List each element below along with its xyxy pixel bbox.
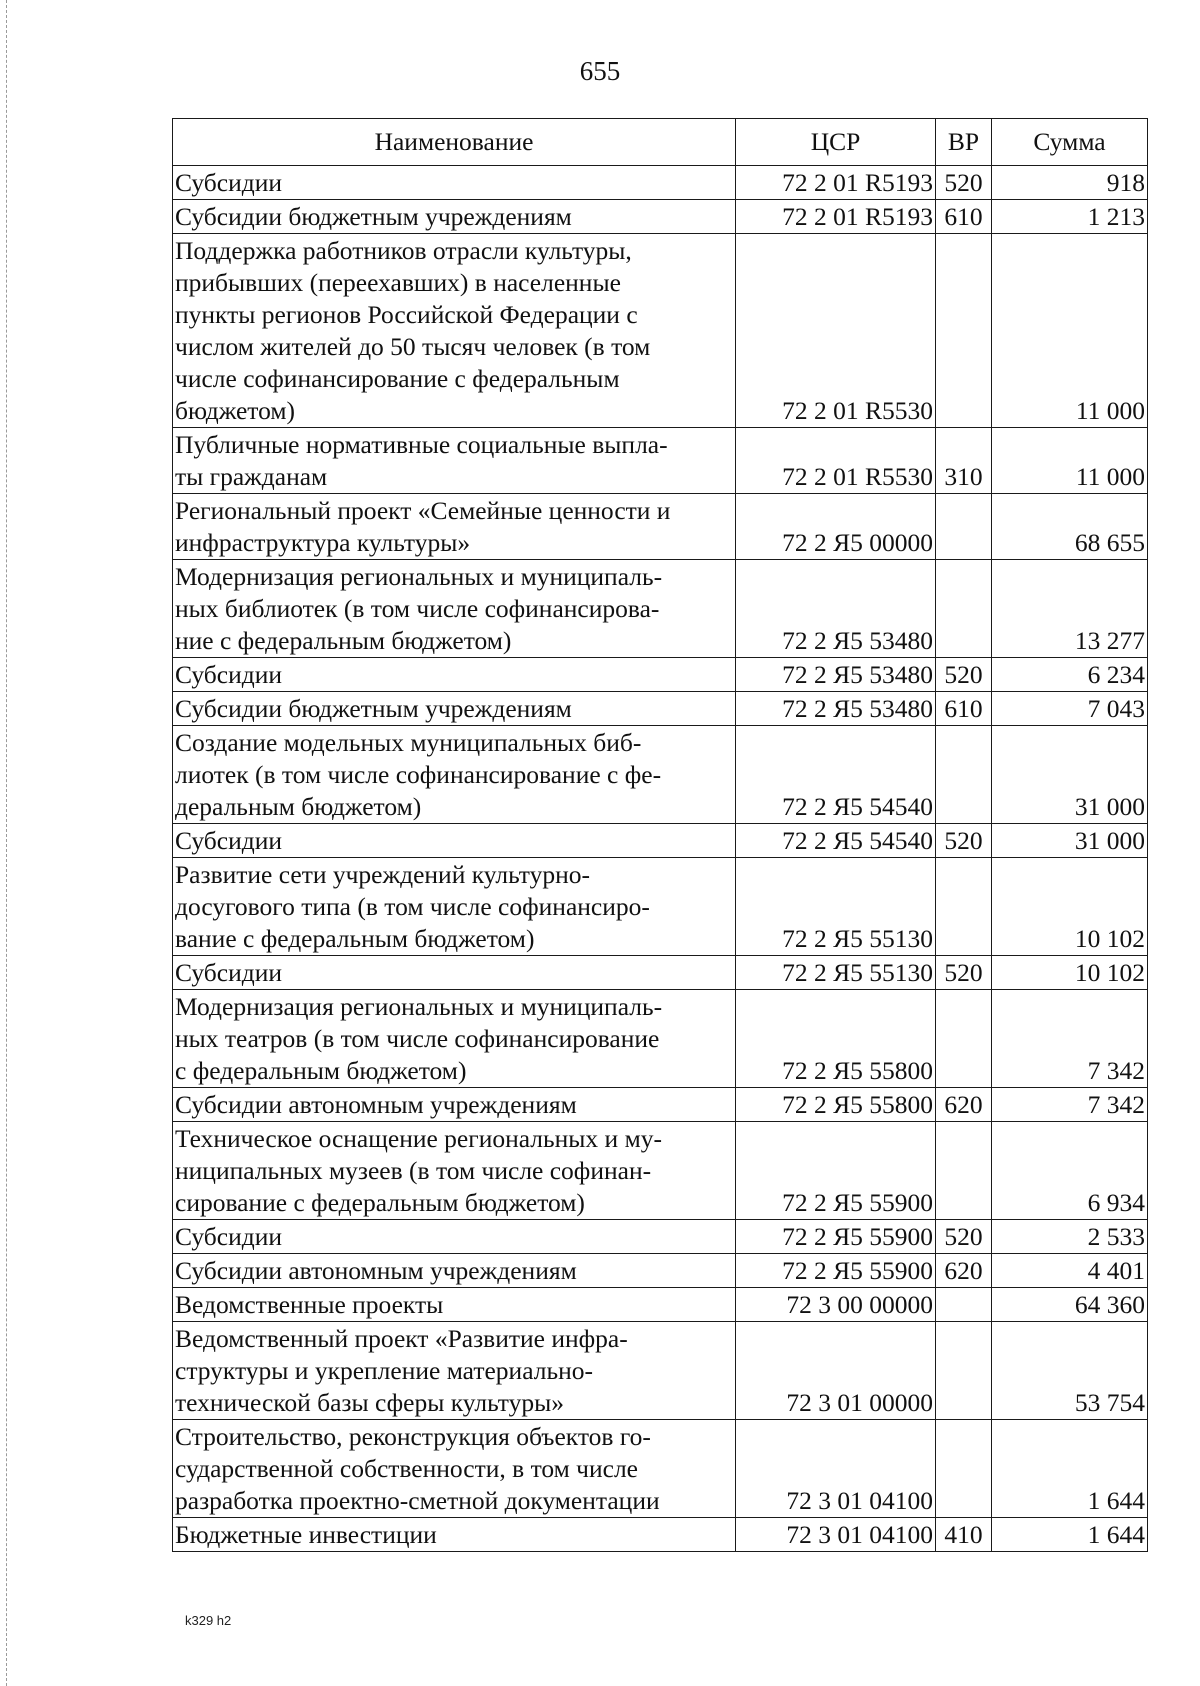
row-name-cell: Развитие сети учреждений культурно- досугового типа (в том числе софинансиро- вание с федеральным бюджетом) [173, 858, 736, 956]
row-csr-cell: 72 2 01 R5193 [736, 200, 936, 234]
row-vr-cell: 610 [936, 200, 992, 234]
table-row [173, 1518, 1148, 1552]
row-sum-cell: 11 000 [992, 234, 1148, 428]
row-vr-cell: 620 [936, 1254, 992, 1288]
table-row [173, 658, 1148, 692]
row-sum-cell: 1 213 [992, 200, 1148, 234]
page-number: 655 [579, 56, 621, 86]
row-csr-cell: 72 2 Я5 53480 [736, 658, 936, 692]
row-sum-cell: 918 [992, 166, 1148, 200]
row-csr-cell: 72 2 Я5 53480 [736, 560, 936, 658]
row-name-cell: Региональный проект «Семейные ценности и инфраструктура культуры» [173, 494, 736, 560]
table-row [173, 1088, 1148, 1122]
row-csr-cell: 72 3 01 04100 [736, 1518, 936, 1552]
row-vr-cell [936, 234, 992, 428]
row-sum-cell: 10 102 [992, 858, 1148, 956]
table-row [173, 1288, 1148, 1322]
row-sum-cell: 68 655 [992, 494, 1148, 560]
row-vr-cell: 310 [936, 428, 992, 494]
row-name-cell: Модернизация региональных и муниципаль- ных театров (в том числе софинансирование с федеральным бюджетом) [173, 990, 736, 1088]
row-csr-cell: 72 2 Я5 55800 [736, 1088, 936, 1122]
table-row [173, 1220, 1148, 1254]
row-csr-cell: 72 2 Я5 54540 [736, 726, 936, 824]
row-sum-cell: 64 360 [992, 1288, 1148, 1322]
row-name-cell: Модернизация региональных и муниципаль- ных библиотек (в том числе софинансирова- ние с федеральным бюджетом) [173, 560, 736, 658]
row-name-cell: Субсидии [173, 1220, 736, 1254]
footer-code: k329 h2 [185, 1613, 232, 1628]
row-vr-cell: 620 [936, 1088, 992, 1122]
row-sum-cell: 31 000 [992, 726, 1148, 824]
row-sum-cell: 13 277 [992, 560, 1148, 658]
row-vr-cell [936, 858, 992, 956]
table-row [173, 1122, 1148, 1220]
row-csr-cell: 72 2 Я5 55130 [736, 956, 936, 990]
row-csr-cell: 72 2 Я5 55900 [736, 1254, 936, 1288]
row-name-cell: Создание модельных муниципальных биб- лиотек (в том числе софинансирование с фе- деральным бюджетом) [173, 726, 736, 824]
row-name-cell: Ведомственный проект «Развитие инфра- структуры и укрепление материально- технической базы сферы культуры» [173, 1322, 736, 1420]
row-sum-cell: 11 000 [992, 428, 1148, 494]
row-name-cell: Субсидии автономным учреждениям [173, 1254, 736, 1288]
table-row [173, 428, 1148, 494]
row-sum-cell: 6 934 [992, 1122, 1148, 1220]
row-sum-cell: 7 342 [992, 990, 1148, 1088]
table-body [173, 166, 1148, 1552]
header-csr: ЦСР [736, 119, 936, 166]
table-row [173, 560, 1148, 658]
row-csr-cell: 72 2 Я5 55800 [736, 990, 936, 1088]
row-vr-cell: 520 [936, 1220, 992, 1254]
row-csr-cell: 72 2 01 R5530 [736, 428, 936, 494]
row-vr-cell: 520 [936, 658, 992, 692]
row-sum-cell: 7 342 [992, 1088, 1148, 1122]
row-sum-cell: 7 043 [992, 692, 1148, 726]
row-csr-cell: 72 3 01 04100 [736, 1420, 936, 1518]
row-name-cell: Субсидии бюджетным учреждениям [173, 200, 736, 234]
row-vr-cell [936, 494, 992, 560]
row-vr-cell [936, 560, 992, 658]
row-vr-cell: 610 [936, 692, 992, 726]
row-vr-cell [936, 726, 992, 824]
row-sum-cell: 10 102 [992, 956, 1148, 990]
row-name-cell: Субсидии [173, 166, 736, 200]
row-csr-cell: 72 3 00 00000 [736, 1288, 936, 1322]
row-name-cell: Бюджетные инвестиции [173, 1518, 736, 1552]
row-vr-cell: 520 [936, 166, 992, 200]
row-csr-cell: 72 2 Я5 53480 [736, 692, 936, 726]
table-row [173, 166, 1148, 200]
row-vr-cell [936, 1288, 992, 1322]
header-vr: ВР [936, 119, 992, 166]
table-row [173, 1420, 1148, 1518]
row-vr-cell: 520 [936, 824, 992, 858]
row-csr-cell: 72 2 01 R5530 [736, 234, 936, 428]
header-name: Наименование [173, 119, 736, 166]
row-csr-cell: 72 2 Я5 55900 [736, 1220, 936, 1254]
row-sum-cell: 2 533 [992, 1220, 1148, 1254]
row-name-cell: Техническое оснащение региональных и му- ниципальных музеев (в том числе софинан- сирование с федеральным бюджетом) [173, 1122, 736, 1220]
row-csr-cell: 72 2 Я5 55900 [736, 1122, 936, 1220]
row-csr-cell: 72 3 01 00000 [736, 1322, 936, 1420]
row-vr-cell: 520 [936, 956, 992, 990]
row-sum-cell: 1 644 [992, 1518, 1148, 1552]
row-name-cell: Субсидии бюджетным учреждениям [173, 692, 736, 726]
table-row [173, 956, 1148, 990]
row-name-cell: Субсидии [173, 658, 736, 692]
row-csr-cell: 72 2 01 R5193 [736, 166, 936, 200]
row-sum-cell: 1 644 [992, 1420, 1148, 1518]
header-sum: Сумма [992, 119, 1148, 166]
table-row [173, 990, 1148, 1088]
row-sum-cell: 31 000 [992, 824, 1148, 858]
row-name-cell: Субсидии [173, 956, 736, 990]
table-row [173, 234, 1148, 428]
row-vr-cell: 410 [936, 1518, 992, 1552]
row-vr-cell [936, 1322, 992, 1420]
budget-table [172, 118, 1148, 1552]
row-csr-cell: 72 2 Я5 00000 [736, 494, 936, 560]
row-vr-cell [936, 1420, 992, 1518]
row-name-cell: Публичные нормативные социальные выпла- ты гражданам [173, 428, 736, 494]
table-row [173, 200, 1148, 234]
row-vr-cell [936, 990, 992, 1088]
row-sum-cell: 6 234 [992, 658, 1148, 692]
table-row [173, 1322, 1148, 1420]
table-row [173, 692, 1148, 726]
row-vr-cell [936, 1122, 992, 1220]
row-sum-cell: 4 401 [992, 1254, 1148, 1288]
table-row [173, 494, 1148, 560]
table-header-row [173, 119, 1148, 166]
row-name-cell: Субсидии автономным учреждениям [173, 1088, 736, 1122]
table-row [173, 858, 1148, 956]
table-row [173, 824, 1148, 858]
row-name-cell: Субсидии [173, 824, 736, 858]
row-name-cell: Ведомственные проекты [173, 1288, 736, 1322]
table-row [173, 726, 1148, 824]
row-csr-cell: 72 2 Я5 55130 [736, 858, 936, 956]
row-csr-cell: 72 2 Я5 54540 [736, 824, 936, 858]
row-name-cell: Строительство, реконструкция объектов го- сударственной собственности, в том числе разработка проектно-сметной документации [173, 1420, 736, 1518]
row-name-cell: Поддержка работников отрасли культуры, прибывших (переехавших) в населенные пункты регионов Российской Федерации с числом жителей до 50 тысяч человек (в том числе софинансирование с федеральным бюджетом) [173, 234, 736, 428]
row-sum-cell: 53 754 [992, 1322, 1148, 1420]
scan-edge-line [6, 0, 7, 1686]
table-row [173, 1254, 1148, 1288]
